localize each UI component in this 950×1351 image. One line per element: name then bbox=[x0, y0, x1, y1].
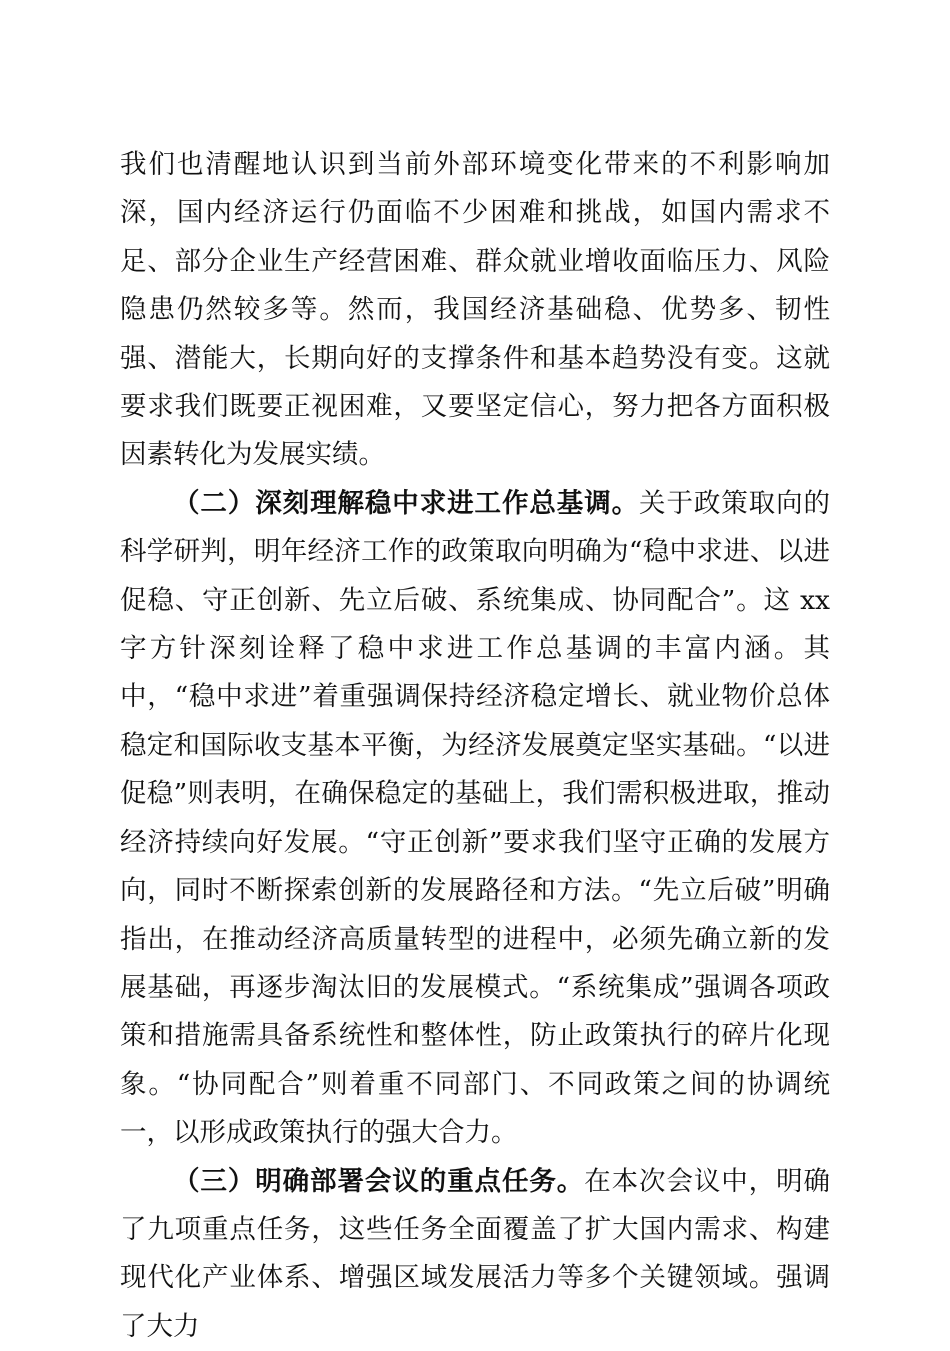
section-heading-3: （三）明确部署会议的重点任务。 bbox=[173, 1165, 585, 1197]
document-body bbox=[120, 141, 830, 1351]
paragraph-3 bbox=[120, 1158, 830, 1351]
paragraph-3-text: 在本次会议中，明确了九项重点任务，这些任务全面覆盖了扩大国内需求、构建现代化产业体系、增强区域发展活力等多个关键领域。强调了大力 bbox=[120, 1165, 831, 1342]
section-heading-2: （二）深刻理解稳中求进工作总基调。 bbox=[173, 487, 640, 519]
paragraph-2-text: 关于政策取向的科学研判，明年经济工作的政策取向明确为“稳中求进、以进促稳、守正创新、先立后破、系统集成、协同配合”。这 xx 字方针深刻诠释了稳中求进工作总基调的丰富内涵。其中，“稳中求进”着重强调保持经济稳定增长、就业物价总体稳定和国际收支基本平衡，为经济发展奠定坚实基础。“以进促稳”则表明，在确保稳定的基础上，我们需积极进取，推动经济持续向好发展。“守正创新”要求我们坚守正确的发展方向，同时不断探索创新的发展路径和方法。“先立后破”明确指出，在推动经济高质量转型的进程中，必须先确立新的发展基础，再逐步淘汰旧的发展模式。“系统集成”强调各项政策和措施需具备系统性和整体性，防止政策执行的碎片化现象。“协同配合”则着重不同部门、不同政策之间的协调统一，以形成政策执行的强大合力。 bbox=[120, 487, 831, 1149]
paragraph-1 bbox=[120, 141, 830, 480]
paragraph-1-text: 我们也清醒地认识到当前外部环境变化带来的不利影响加深，国内经济运行仍面临不少困难和挑战，如国内需求不足、部分企业生产经营困难、群众就业增收面临压力、风险隐患仍然较多等。然而，我国经济基础稳、优势多、韧性强、潜能大，长期向好的支撑条件和基本趋势没有变。这就要求我们既要正视困难，又要坚定信心，努力把各方面积极因素转化为发展实绩。 bbox=[120, 149, 830, 471]
paragraph-2 bbox=[120, 480, 830, 1158]
